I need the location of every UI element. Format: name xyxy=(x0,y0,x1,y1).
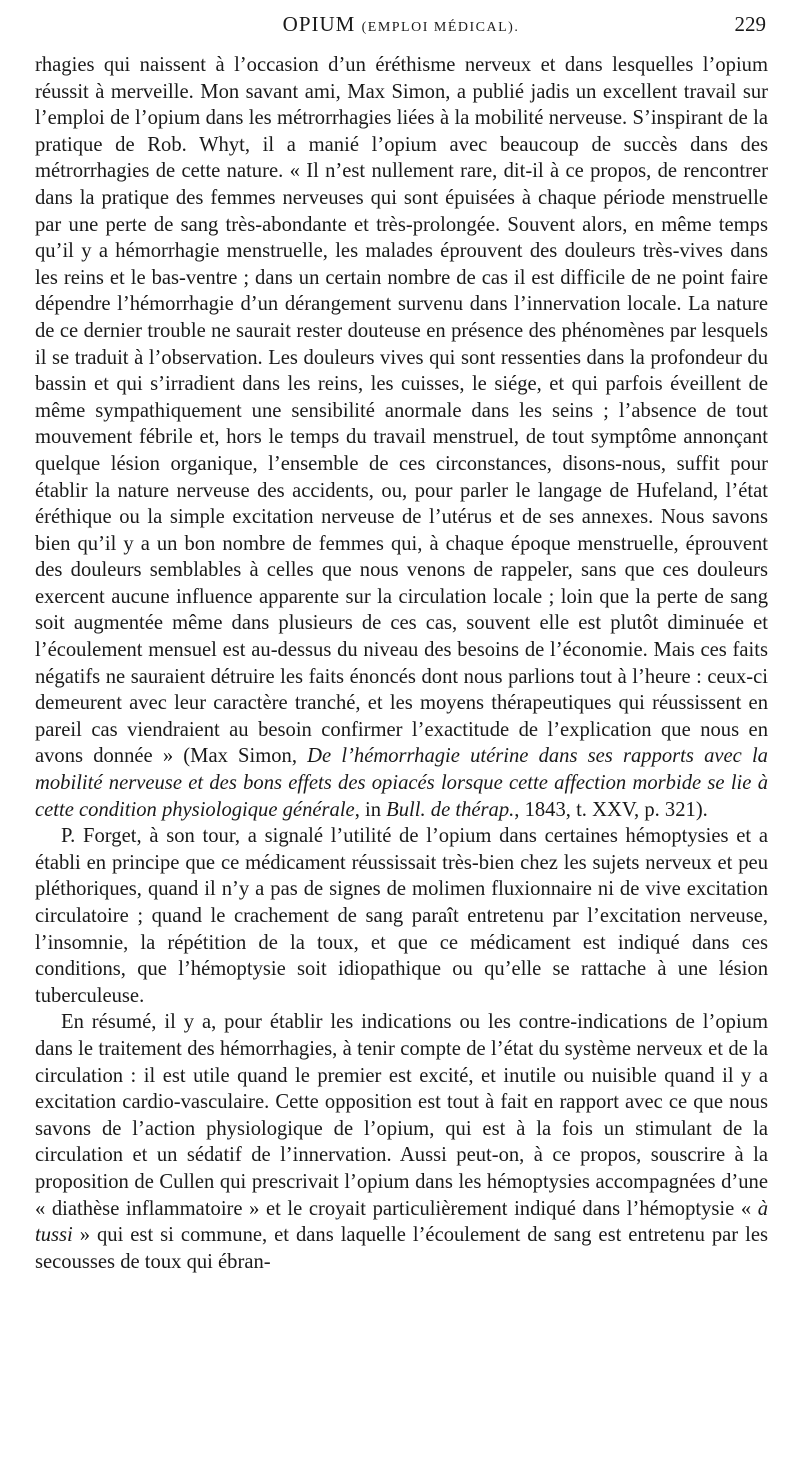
running-title xyxy=(36,12,766,37)
running-header xyxy=(36,4,766,44)
text-segment: » qui est si commune, et dans laquelle l’écoulement de sang est entretenu par les secousses de toux qui ébran- xyxy=(35,1224,768,1273)
italic-text: à tussi xyxy=(35,1197,768,1247)
running-title-sub: (EMPLOI MÉDICAL). xyxy=(361,20,520,35)
text-segment: rhagies qui naissent à l’occasion d’un éréthisme nerveux et dans lesquelles l’opium réussit à merveille. Mon savant ami, Max Simon, a publié jadis un excellent travail sur l’emploi de l’opium dans les métrorrhagies liées à la mobilité nerveuse. S’inspirant de la pratique de Rob. Whyt, il a manié l’opium avec beaucoup de succès dans des métrorrhagies de cette nature. « Il n’est nullement rare, dit-il à ce propos, de rencontrer dans la pratique des femmes nerveuses qui sont épuisées à chaque période menstruelle par une perte de sang très-abondante et très-prolongée. Souvent alors, en même temps qu’il y a hémorrhagie menstruelle, les malades éprouvent des douleurs très-vives dans les reins et le bas-ventre ; dans un certain nombre de cas il est difficile de ne point faire dépendre l’hémorrhagie d’un dérangement survenu dans l’innervation locale. La nature de ce dernier trouble ne saurait rester douteuse en présence des phénomènes par lesquels il se traduit à l’observation. Les douleurs vives qui sont ressenties dans la profondeur du bassin et qui s’irradient dans les reins, les cuisses, le siége, et qui parfois éveillent de même sympathiquement une sensibilité anormale dans les seins ; l’absence de tout mouvement fébrile et, hors le temps du travail menstruel, de tout symptôme annonçant quelque lésion organique, l’ensemble de ces circonstances, disons-nous, suffit pour établir la nature nerveuse des accidents, ou, pour parler le langage de Hufeland, l’état éréthique ou la simple excitation nerveuse de l’utérus et de ses annexes. Nous savons bien qu’il y a un bon nombre de femmes qui, à chaque époque menstruelle, éprouvent des douleurs semblables à celles que nous venons de rappeler, sans que ces douleurs exercent aucune influence apparente sur la circulation locale ; loin que la perte de sang soit augmentée même dans plusieurs de ces cas, souvent elle est plutôt diminuée et l’écoulement mensuel est au-dessus du niveau des besoins de l’économie. Mais ces faits négatifs ne sauraient détruire les faits énoncés dont nous parlions tout à l’heure : ceux-ci demeurent avec leur caractère tranché, et les moyens thérapeutiques qui réussissent en pareil cas viendraient au besoin confirmer l’exactitude de l’explication que nous en avons donnée » (Max Simon, xyxy=(35,54,768,768)
italic-text: Bull. de thérap. xyxy=(386,798,515,821)
body-text xyxy=(35,52,768,1275)
page-number: 229 xyxy=(734,12,766,36)
text-segment: , 1843, t. XXV, p. 321). xyxy=(514,798,708,821)
paragraph-2 xyxy=(35,823,768,1009)
running-title-main: OPIUM xyxy=(282,12,356,36)
paragraph-1 xyxy=(35,52,768,823)
text-segment: En résumé, il y a, pour établir les indications ou les contre-indications de l’opium dans le traitement des hémorrhagies, à tenir compte de l’état du système nerveux et de la circulation : il est utile quand le premier est excité, et inutile ou nuisible quand il y a excitation cardio-vasculaire. Cette opposition est tout à fait en rapport avec ce que nous savons de l’action physiologique de l’opium, qui est à la fois un stimulant de la circulation et un sédatif de l’innervation. Aussi peut-on, à ce propos, souscrire à la proposition de Cullen qui prescrivait l’opium dans les hémoptysies accompagnées d’une « diathèse inflammatoire » et le croyait particulièrement indiqué dans l’hémoptysie « xyxy=(35,1011,768,1220)
paragraph-3 xyxy=(35,1009,768,1275)
text-segment: , in xyxy=(354,798,387,821)
italic-text: De l’hémorrhagie utérine dans ses rapports avec la mobilité nerveuse et des bons effets des opiacés lorsque cette affection morbide se lie à cette condition physiologique générale xyxy=(35,745,768,821)
text-segment: P. Forget, à son tour, a signalé l’utilité de l’opium dans certaines hémoptysies et a établi en principe que ce médicament réussissait très-bien chez les sujets nerveux et peu pléthoriques, quand il n’y a pas de signes de molimen fluxionnaire ni de vive excitation circulatoire ; quand le crachement de sang paraît entretenu par l’excitation nerveuse, l’insomnie, la répétition de la toux, et que ce médicament est indiqué dans ces conditions, que l’hémoptysie soit idiopathique ou qu’elle se rattache à une lésion tuberculeuse. xyxy=(35,825,768,1007)
